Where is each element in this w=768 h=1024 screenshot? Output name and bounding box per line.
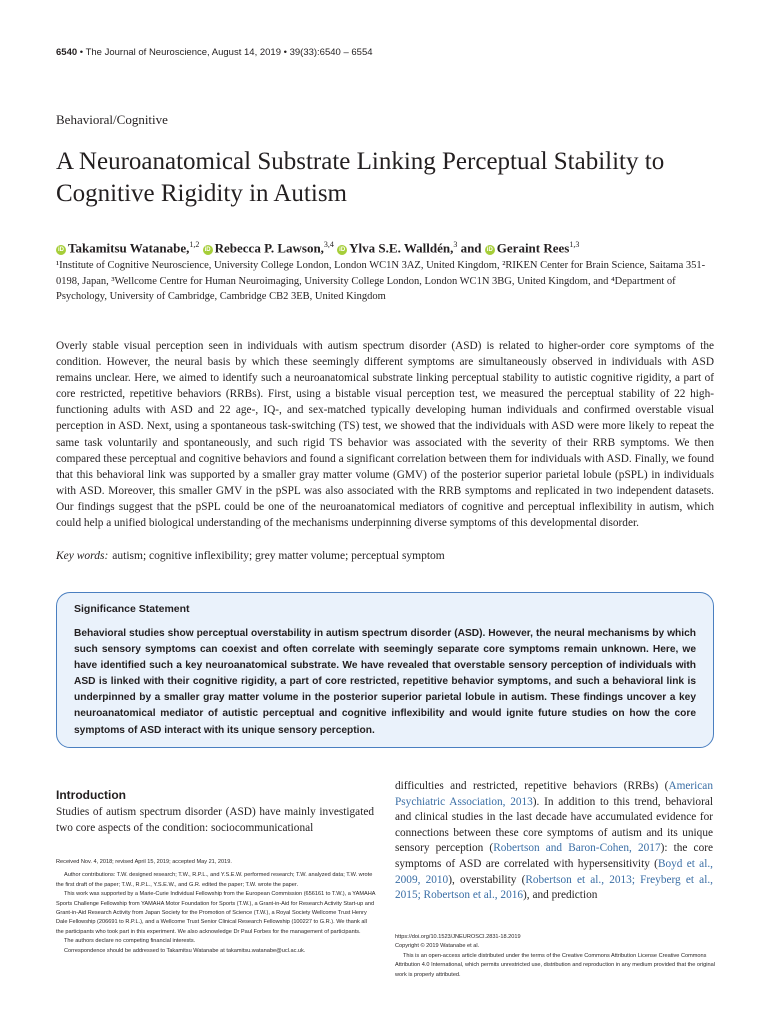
citation-link[interactable]: Boyd et al., 2009, 2010 — [395, 857, 713, 886]
abstract: Overly stable visual perception seen in individuals with autism spectrum disorder (ASD) is related to higher-order core symptoms of the condition. However, the neural basis by which these seemingly different symptoms are simultaneously observed in individuals with ASD remains unclear. Here, we aimed to identify such a neuroanatomical substrate linking perceptual stability to autistic cognitive rigidity, a part of core restricted, repetitive behaviors (RRBs). First, using a bistable visual perception test, we measured the perceptual stability of 22 high-functioning adults with ASD and 22 age-, IQ-, and sex-matched typically developing human individuals and confirmed overstable visual perception in ASD. Next, using a spontaneous task-switching (TS) test, we showed that the individuals with ASD were more likely to repeat the same task voluntarily and spontaneously, and such rigid TS behavior was associated with the severity of their RRB symptoms. We then compared these perceptual and cognitive behaviors and found a significant correlation between them for individuals with ASD. Finally, we found that this behavioral link was supported by a smaller gray matter volume (GMV) of the posterior superior parietal lobule (pSPL) in individuals with ASD. Moreover, this smaller GMV in the pSPL was also associated with the RRB symptoms and replicated in two independent datasets. Our findings suggest that the pSPL could be one of the neuroanatomical mediators of cognitive and perceptual inflexibility in autism, which could help a unified biological understanding of the mechanisms underpinning diverse symptoms of this developmental disorder. — [56, 340, 714, 530]
keywords-label: Key words: — [56, 550, 109, 562]
author-affiliation: 1,3 — [569, 240, 580, 249]
footnote-interests: The authors declare no competing financial interests. — [64, 938, 196, 945]
copyright-notice: Copyright © 2019 Watanabe et al. — [395, 943, 480, 950]
author-affiliation: 1,2 — [189, 240, 200, 249]
section-label: Behavioral/Cognitive — [56, 112, 168, 127]
intro-text: difficulties and restricted, repetitive behaviors (RRBs) ( — [395, 780, 669, 792]
orcid-icon[interactable]: iD — [204, 247, 211, 254]
journal-citation: • The Journal of Neuroscience, August 14, 2019 • 39(33):6540 – 6554 — [77, 47, 373, 58]
orcid-icon[interactable]: iD — [339, 247, 346, 254]
introduction-heading: Introduction — [56, 788, 126, 802]
orcid-icon[interactable]: iD — [58, 247, 64, 254]
author-name[interactable]: Takamitsu Watanabe, — [68, 240, 190, 256]
keywords — [56, 550, 714, 562]
author-affiliation: 3,4 — [323, 240, 334, 249]
footnote-dates: Received Nov. 4, 2018; revised April 15, 2019; accepted May 21, 2019. — [56, 859, 232, 865]
significance-body: Behavioral studies show perceptual overstability in autism spectrum disorder (ASD). However, the neural mechanisms by which such sensory symptoms can coexist and often correlate with seemingly separate core symptoms remain unknown. Here, we have identified such a key neuroanatomical substrate. We have revealed that overstable sensory perception of individuals with ASD is linked with their cognitive rigidity, a part of core restricted, repetitive behavior symptoms, and such a behavioral link is underpinned by a smaller gray matter volume in the posterior superior parietal lobule in autism. These findings uncover a key neuroanatomical mediator of autistic perceptual and cognitive inflexibility and would ignite future studies on how the core symptoms of ASD interact with its unique sensory perception. — [74, 628, 696, 736]
introduction-text-left: Studies of autism spectrum disorder (ASD) have mainly investigated two core aspects of the condition: sociocommunicational — [56, 806, 374, 834]
article-title: A Neuroanatomical Substrate Linking Perceptual Stability to Cognitive Rigidity in Autism — [56, 148, 665, 207]
affiliations: ¹Institute of Cognitive Neuroscience, University College London, London WC1N 3AZ, United Kingdom, ²RIKEN Center for Brain Science, Saitama 351-0198, Japan, ³Wellcome Centre for Human Neuroimaging, University College London, London WC1N 3BG, United Kingdom, and ⁴Department of Psychology, University of Cambridge, Cambridge CB2 3EB, United Kingdom — [56, 260, 706, 302]
intro-text: ). In addition to this trend, behavioral and clinical studies in the last decade have accumulated evidence for connections between these core symptoms of autism and its unique sensory perception ( — [395, 795, 713, 855]
publication-footnotes — [395, 933, 715, 980]
license-notice: This is an open-access article distributed under the terms of the Creative Commons Attribution License Creative Commons Attribution 4.0 International, which permits unrestricted use, distribution and reproduction in any medium provided that the original work is properly attributed. — [395, 952, 715, 978]
journal-header — [56, 47, 373, 58]
footnote-contributions: Author contributions: T.W. designed research; T.W., R.P.L., and Y.S.E.W. performed research; T.W. analyzed data; T.W. wrote the first draft of the paper; T.W., R.P.L., Y.S.E.W., and G.R. edited the paper; T.W. wrote the paper. — [56, 872, 373, 888]
author-conjunction: and — [457, 240, 485, 256]
citation-link[interactable]: Robertson et al., 2013; Freyberg et al., 2015; Robertson et al., 2016 — [395, 873, 713, 902]
footnote-correspondence: Correspondence should be addressed to Takamitsu Watanabe at takamitsu.watanabe@ucl.ac.uk. — [64, 947, 306, 954]
author-name[interactable]: Rebecca P. Lawson, — [214, 240, 324, 256]
author-affiliation: 3 — [453, 240, 458, 249]
orcid-icon[interactable]: iD — [486, 247, 493, 254]
author-name[interactable]: Ylva S.E. Walldén, — [349, 240, 454, 256]
author-name[interactable]: Geraint Rees — [496, 240, 570, 256]
significance-title: Significance Statement — [74, 603, 190, 615]
citation-link[interactable]: American Psychiatric Association, 2013 — [395, 780, 713, 808]
introduction-text-right — [395, 779, 713, 904]
intro-text: ): the core symptoms of ASD are correlated with hypersensitivity ( — [395, 842, 713, 870]
article-footnotes — [56, 858, 376, 956]
intro-text: ), overstability ( — [448, 873, 526, 886]
footnote-funding: This work was supported by a Marie-Curie Individual Fellowship from the European Commission (656161 to T.W.), a YAMAHA Sports Challenge Fellowship from YAMAHA Motor Foundation for Sports (T.W.), a Grant-in-Aid for Research Activity Start-up and Grant-in-Aid Research Activity from Japan Society for the Promotion of Science (T.W.), a Royal Society Wellcome Trust Henry Dale Fellowship (206691 to R.P.L.), and a Wellcome Trust Senior Clinical Research Fellowship (100227 to G.R.). We thank all the participants who took part in this experiment. We also acknowledge Dr Paul Forbes for the management of participants. — [56, 891, 376, 935]
page-number: 6540 — [56, 47, 78, 58]
keywords-list: autism; cognitive inflexibility; grey matter volume; perceptual symptom — [112, 550, 445, 562]
citation-link[interactable]: Robertson and Baron-Cohen, 2017 — [493, 842, 661, 855]
author-list — [56, 240, 579, 256]
intro-text: ), and prediction — [523, 889, 598, 902]
doi-link[interactable]: https://doi.org/10.1523/JNEUROSCI.2831-18.2019 — [395, 934, 521, 940]
